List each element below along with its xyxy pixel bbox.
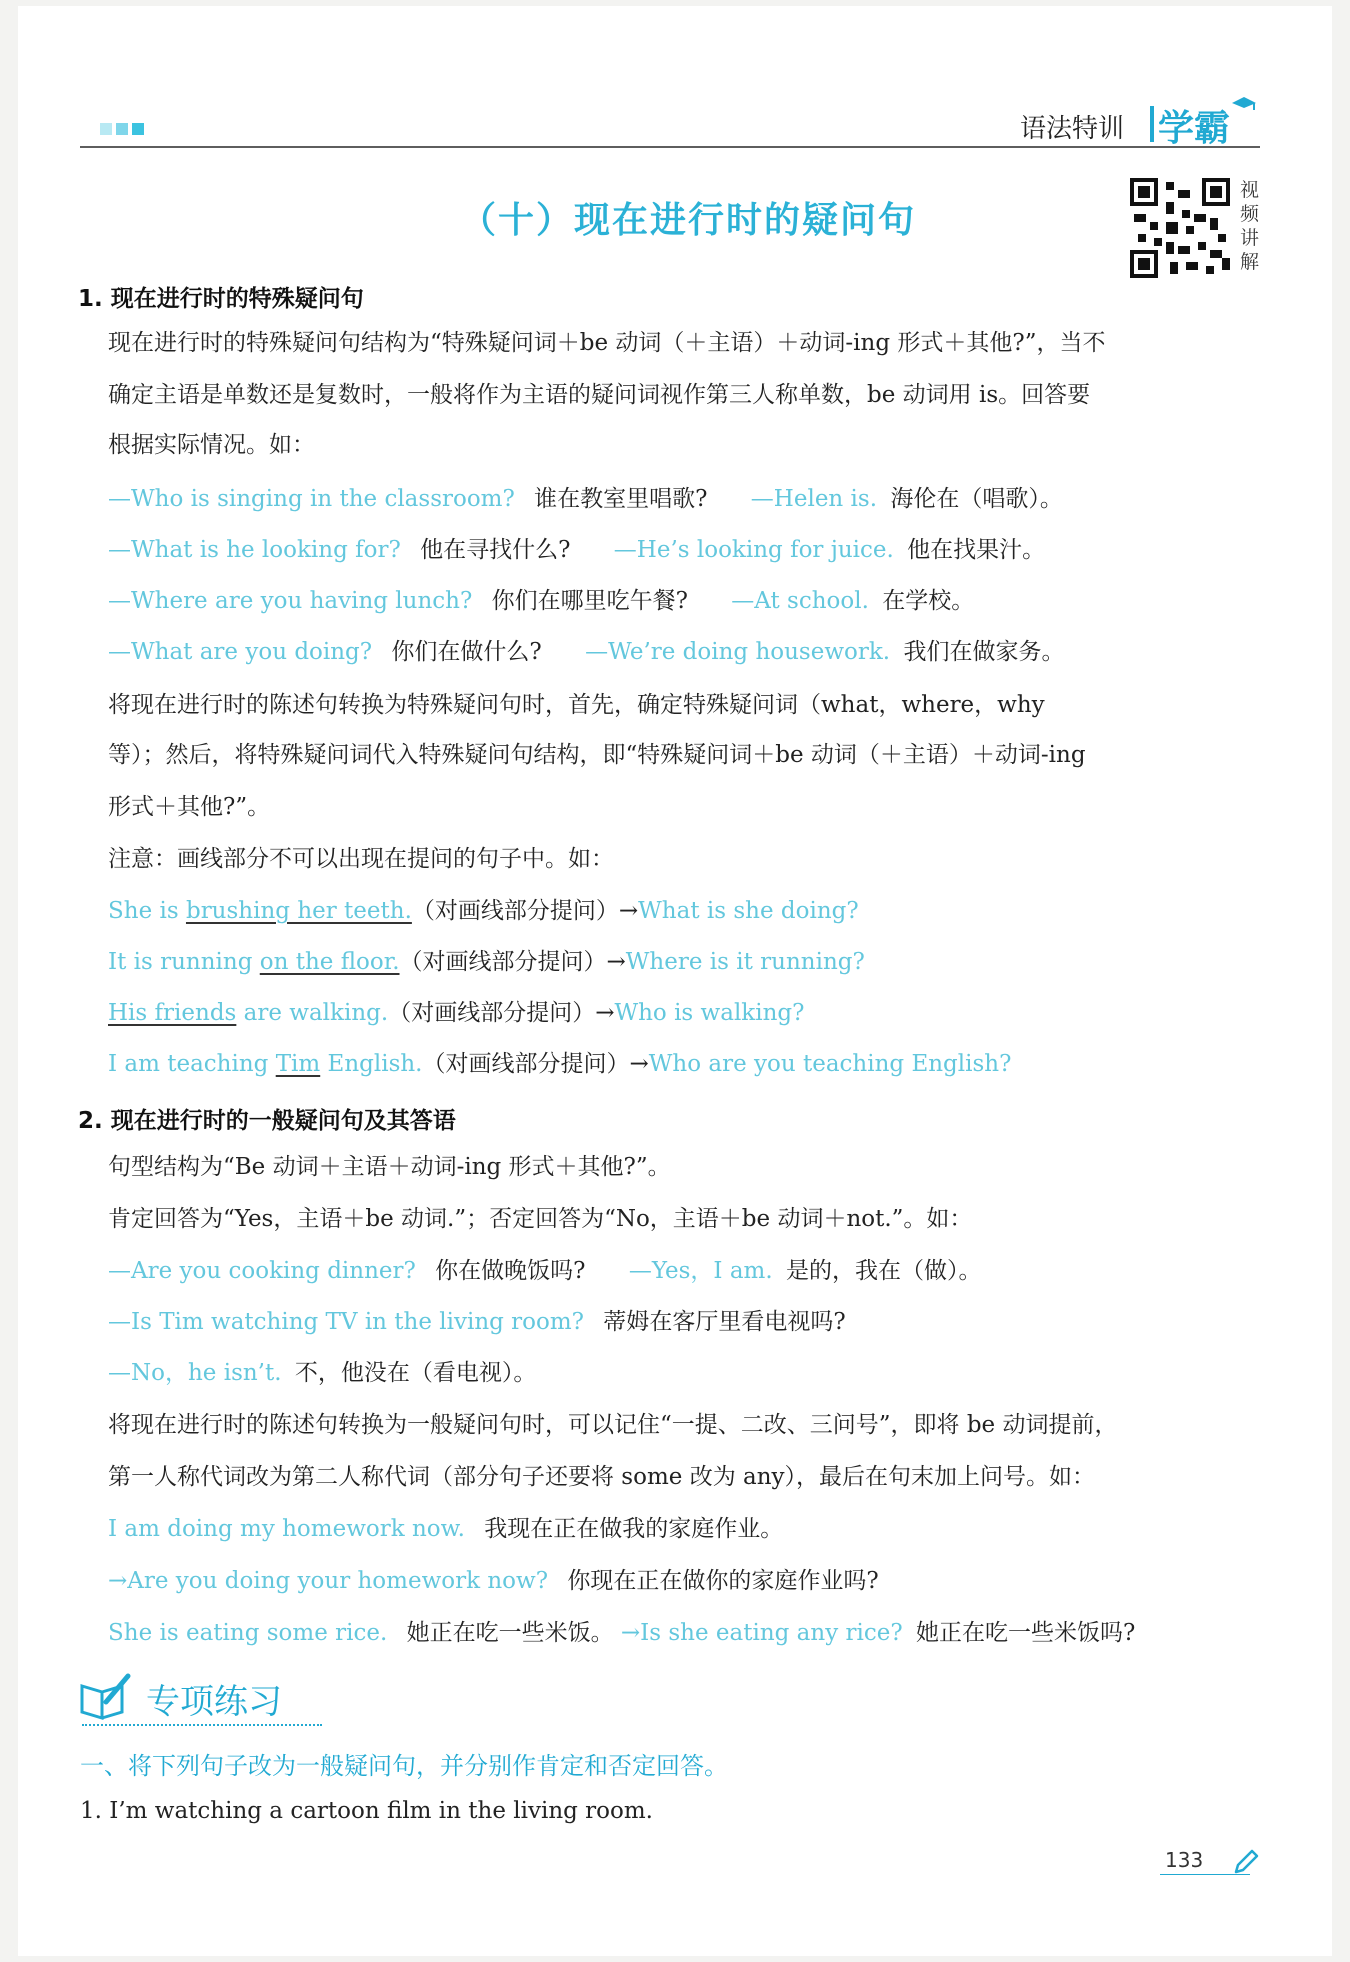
pencil-icon <box>1232 1848 1260 1876</box>
note-line: 注意：画线部分不可以出现在提问的句子中。如： <box>108 846 614 872</box>
header-section-label: 语法特训 <box>1020 114 1125 144</box>
example-line: —What are you doing? 你们在做什么? —We’re doing housework. 我们在做家务。 <box>108 639 1065 665</box>
underline-example: I am teaching Tim English.（对画线部分提问）→Who are you teaching English? <box>108 1051 1012 1077</box>
example-line: →Are you doing your homework now? 你现在正在做你的家庭作业吗? <box>108 1568 879 1594</box>
question-1: 1. I’m watching a cartoon film in the living room. <box>80 1798 653 1824</box>
header-decoration <box>100 120 148 139</box>
page-title: （十）现在进行时的疑问句 <box>460 200 917 241</box>
paragraph-line: 现在进行时的特殊疑问句结构为“特殊疑问词＋be 动词（＋主语）＋动词-ing 形式＋其他?”，当不 <box>108 330 1106 356</box>
notebook-pen-icon <box>76 1672 132 1722</box>
example-line: —No，he isn’t. 不，他没在（看电视）。 <box>108 1360 537 1386</box>
paragraph-line: 将现在进行时的陈述句转换为一般疑问句时，可以记住“一提、二改、三问号”，即将 be 动词提前， <box>108 1412 1118 1438</box>
section-2-heading: 2. 现在进行时的一般疑问句及其答语 <box>78 1108 456 1134</box>
paragraph-line: 将现在进行时的陈述句转换为特殊疑问句时，首先，确定特殊疑问词（what，where，why <box>108 692 1045 718</box>
practice-title-underline <box>82 1724 322 1726</box>
example-line: —Where are you having lunch? 你们在哪里吃午餐? —At school. 在学校。 <box>108 588 975 614</box>
underline-example: It is running on the floor.（对画线部分提问）→Where is it running? <box>108 949 865 975</box>
paragraph-line: 等）；然后，将特殊疑问词代入特殊疑问句结构，即“特殊疑问词＋be 动词（＋主语）＋动词-ing <box>108 742 1086 768</box>
example-line: —Is Tim watching TV in the living room? 蒂姆在客厅里看电视吗? <box>108 1309 846 1335</box>
paragraph-line: 第一人称代词改为第二人称代词（部分句子还要将 some 改为 any），最后在句末加上问号。如： <box>108 1464 1096 1490</box>
paragraph-line: 形式＋其他?”。 <box>108 794 271 820</box>
underline-example: His friends are walking.（对画线部分提问）→Who is walking? <box>108 1000 805 1026</box>
example-line: —What is he looking for? 他在寻找什么? —He’s looking for juice. 他在找果汁。 <box>108 537 1046 563</box>
qr-caption: 视频讲解 <box>1240 179 1260 273</box>
graduation-cap-icon <box>1230 96 1258 110</box>
paragraph-line: 确定主语是单数还是复数时，一般将作为主语的疑问词视作第三人称单数，be 动词用 is。回答要 <box>108 382 1091 408</box>
paragraph-line: 根据实际情况。如： <box>108 432 315 458</box>
paragraph-line: 肯定回答为“Yes，主语＋be 动词.”；否定回答为“No，主语＋be 动词＋not.”。如： <box>108 1206 973 1232</box>
header-rule <box>80 146 1260 148</box>
example-line: —Are you cooking dinner? 你在做晚饭吗? —Yes，I am. 是的，我在（做）。 <box>108 1258 982 1284</box>
practice-task: 一、将下列句子改为一般疑问句，并分别作肯定和否定回答。 <box>80 1752 728 1780</box>
header-divider <box>1150 106 1154 142</box>
paragraph-line: 句型结构为“Be 动词＋主语＋动词-ing 形式＋其他?”。 <box>108 1154 671 1180</box>
page-number: 133 <box>1165 1848 1204 1872</box>
example-line: She is eating some rice. 她正在吃一些米饭。 →Is she eating any rice? 她正在吃一些米饭吗? <box>108 1620 1136 1646</box>
qr-code-icon[interactable] <box>1130 178 1230 278</box>
underline-example: She is brushing her teeth.（对画线部分提问）→What is she doing? <box>108 898 859 924</box>
section-1-heading: 1. 现在进行时的特殊疑问句 <box>78 286 364 312</box>
header-brand: 学霸 <box>1158 108 1231 149</box>
example-line: —Who is singing in the classroom? 谁在教室里唱歌? —Helen is. 海伦在（唱歌）。 <box>108 486 1063 512</box>
example-line: I am doing my homework now. 我现在正在做我的家庭作业。 <box>108 1516 784 1542</box>
practice-title: 专项练习 <box>146 1682 282 1722</box>
